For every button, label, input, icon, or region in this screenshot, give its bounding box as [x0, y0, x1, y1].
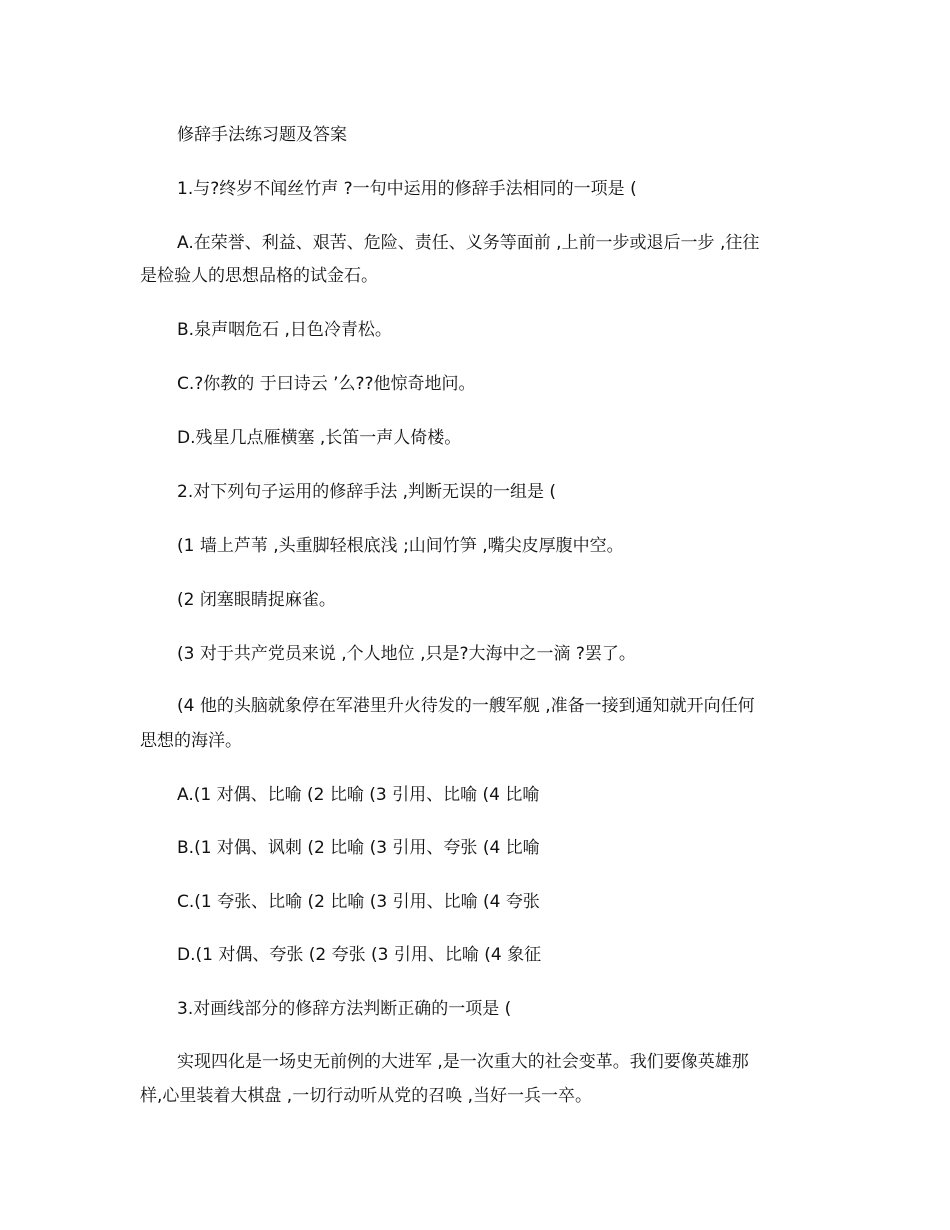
question-3-passage-continued: 样,心里装着大棋盘 ,一切行动听从党的召唤 ,当好一兵一卒。	[140, 1086, 593, 1106]
question-2-option-d: D.(1 对偶、夸张 (2 夸张 (3 引用、比喻 (4 象征	[177, 945, 542, 965]
question-1-option-d: D.残星几点雁横塞 ,长笛一声人倚楼。	[177, 428, 462, 448]
question-3: 3.对画线部分的修辞方法判断正确的一项是 (	[177, 999, 512, 1019]
question-2-option-a: A.(1 对偶、比喻 (2 比喻 (3 引用、比喻 (4 比喻	[177, 785, 540, 805]
question-2-sentence-3: (3 对于共产党员来说 ,个人地位 ,只是?大海中之一滴 ?罢了。	[177, 644, 636, 664]
document-title: 修辞手法练习题及答案	[177, 125, 347, 145]
question-2: 2.对下列句子运用的修辞手法 ,判断无误的一组是 (	[177, 482, 557, 502]
question-1: 1.与?终岁不闻丝竹声 ?一句中运用的修辞手法相同的一项是 (	[177, 179, 637, 199]
question-2-option-b: B.(1 对偶、讽刺 (2 比喻 (3 引用、夸张 (4 比喻	[177, 838, 540, 858]
question-2-sentence-2: (2 闭塞眼睛捉麻雀。	[177, 590, 336, 610]
question-2-option-c: C.(1 夸张、比喻 (2 比喻 (3 引用、比喻 (4 夸张	[177, 892, 540, 912]
question-1-option-a-continued: 是检验人的思想品格的试金石。	[140, 266, 378, 286]
question-2-sentence-4: (4 他的头脑就象停在军港里升火待发的一艘军舰 ,准备一接到通知就开向任何	[177, 696, 755, 716]
question-1-option-b: B.泉声咽危石 ,日色冷青松。	[177, 320, 392, 340]
question-2-sentence-1: (1 墙上芦苇 ,头重脚轻根底浅 ;山间竹笋 ,嘴尖皮厚腹中空。	[177, 536, 624, 556]
question-2-sentence-4-continued: 思想的海洋。	[140, 731, 242, 751]
question-3-passage: 实现四化是一场史无前例的大进军 ,是一次重大的社会变革。我们要像英雄那	[177, 1052, 749, 1072]
question-1-option-a: A.在荣誉、利益、艰苦、危险、责任、义务等面前 ,上前一步或退后一步 ,往往	[177, 233, 760, 253]
question-1-option-c: C.?你教的 于曰诗云 ’么??他惊奇地问。	[177, 374, 476, 394]
